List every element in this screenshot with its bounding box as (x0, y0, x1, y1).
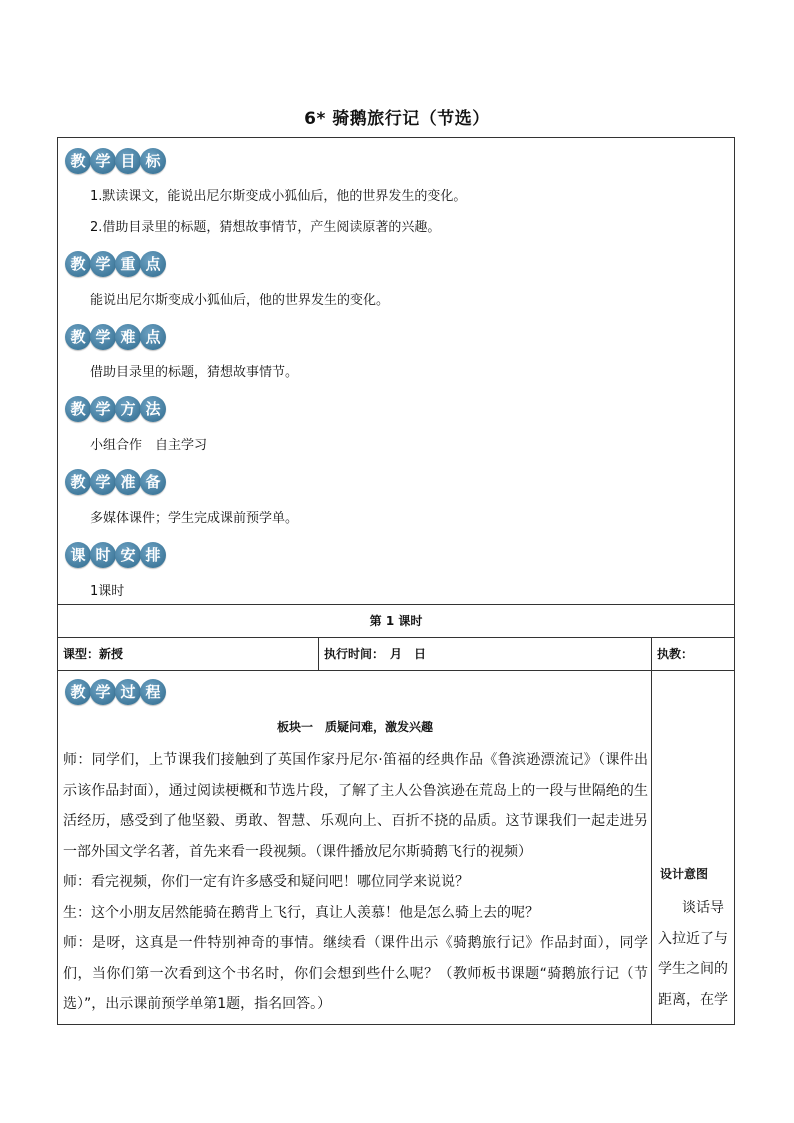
method-line: 小组合作 自主学习 (90, 438, 208, 453)
heading-char-icon: 准 (115, 469, 141, 495)
document-title: 6* 骑鹅旅行记（节选） (304, 109, 490, 129)
goal-line-2: 2.借助目录里的标题，猜想故事情节，产生阅读原著的兴趣。 (90, 220, 441, 235)
teaching-process-table (57, 671, 735, 1025)
paragraph: 师：看完视频，你们一定有许多感受和疑问吧！哪位同学来说说？ (63, 874, 469, 890)
heading-difficulties (65, 324, 165, 350)
heading-key-points (65, 251, 165, 277)
heading-preparation (65, 469, 165, 495)
key-point-line: 能说出尼尔斯变成小狐仙后，他的世界发生的变化。 (90, 293, 390, 308)
heading-char-icon: 学 (90, 251, 116, 277)
process-main-cell (58, 671, 652, 1024)
teacher-cell: 执教： (657, 647, 694, 661)
section-title: 板块一 质疑问难，激发兴趣 (276, 720, 433, 734)
heading-char-icon: 教 (65, 396, 91, 422)
heading-char-icon: 法 (140, 396, 166, 422)
heading-char-icon: 教 (65, 251, 91, 277)
paragraph: 师：同学们，上节课我们接触到了英国作家丹尼尔·笛福的经典作品《鲁滨逊漂流记》（课件出示该作品封面），通过阅读梗概和节选片段，了解了主人公鲁滨逊在荒岛上的一段与世隔绝的生活经历，感受到了他坚毅、勇敢、智慧、乐观向上、百折不挠的品质。这节课我们一起走进另一部外国文学名著，首先来看一段视频。（课件播放尼尔斯骑鹅飞行的视频） (63, 752, 648, 860)
goal-line-1: 1.默读课文，能说出尼尔斯变成小狐仙后，他的世界发生的变化。 (90, 189, 467, 204)
heading-char-icon: 学 (90, 679, 116, 705)
heading-teaching-process (65, 679, 165, 705)
heading-teaching-goals (65, 148, 165, 174)
lesson-number-row: 第 1 课时 (57, 605, 735, 638)
heading-char-icon: 重 (115, 251, 141, 277)
objectives-table (57, 137, 735, 605)
heading-char-icon: 点 (140, 251, 166, 277)
paragraph: 生：这个小朋友居然能骑在鹅背上飞行，真让人羡慕！他是怎么骑上去的呢？ (63, 904, 539, 921)
heading-char-icon: 备 (140, 469, 166, 495)
heading-char-icon: 学 (90, 324, 116, 350)
heading-char-icon: 教 (65, 679, 91, 705)
heading-char-icon: 方 (115, 396, 141, 422)
process-text (63, 745, 648, 1020)
execution-time-cell: 执行时间： 月 日 (319, 638, 652, 670)
design-intent-title: 设计意图 (660, 867, 709, 881)
heading-methods (65, 396, 165, 422)
schedule-line: 1课时 (90, 584, 125, 599)
paragraph: 师：是呀，这真是一件特别神奇的事情。继续看（课件出示《骑鹅旅行记》作品封面），同学们，当你们第一次看到这个书名时，你们会想到些什么呢？（教师板书课题“骑鹅旅行记（节选）”，出示课前预学单第1题，指名回答。） (63, 935, 648, 1012)
heading-char-icon: 标 (140, 148, 166, 174)
heading-char-icon: 难 (115, 324, 141, 350)
heading-char-icon: 教 (65, 324, 91, 350)
heading-char-icon: 学 (90, 469, 116, 495)
heading-char-icon: 教 (65, 148, 91, 174)
preparation-line: 多媒体课件；学生完成课前预学单。 (90, 511, 299, 526)
heading-char-icon: 安 (115, 542, 141, 568)
heading-schedule (65, 542, 165, 568)
heading-char-icon: 课 (65, 542, 91, 568)
design-intent-cell (653, 671, 735, 1024)
design-intent-text: 谈话导入拉近了与学生之间的距离，在学 (658, 900, 728, 1008)
heading-char-icon: 程 (140, 679, 166, 705)
difficulty-line: 借助目录里的标题，猜想故事情节。 (90, 365, 299, 380)
heading-char-icon: 学 (90, 396, 116, 422)
heading-char-icon: 排 (140, 542, 166, 568)
heading-char-icon: 时 (90, 542, 116, 568)
lesson-meta-row (57, 638, 735, 671)
heading-char-icon: 学 (90, 148, 116, 174)
heading-char-icon: 教 (65, 469, 91, 495)
heading-char-icon: 点 (140, 324, 166, 350)
lesson-type-cell: 课型：新授 (58, 638, 319, 670)
heading-char-icon: 目 (115, 148, 141, 174)
heading-char-icon: 过 (115, 679, 141, 705)
